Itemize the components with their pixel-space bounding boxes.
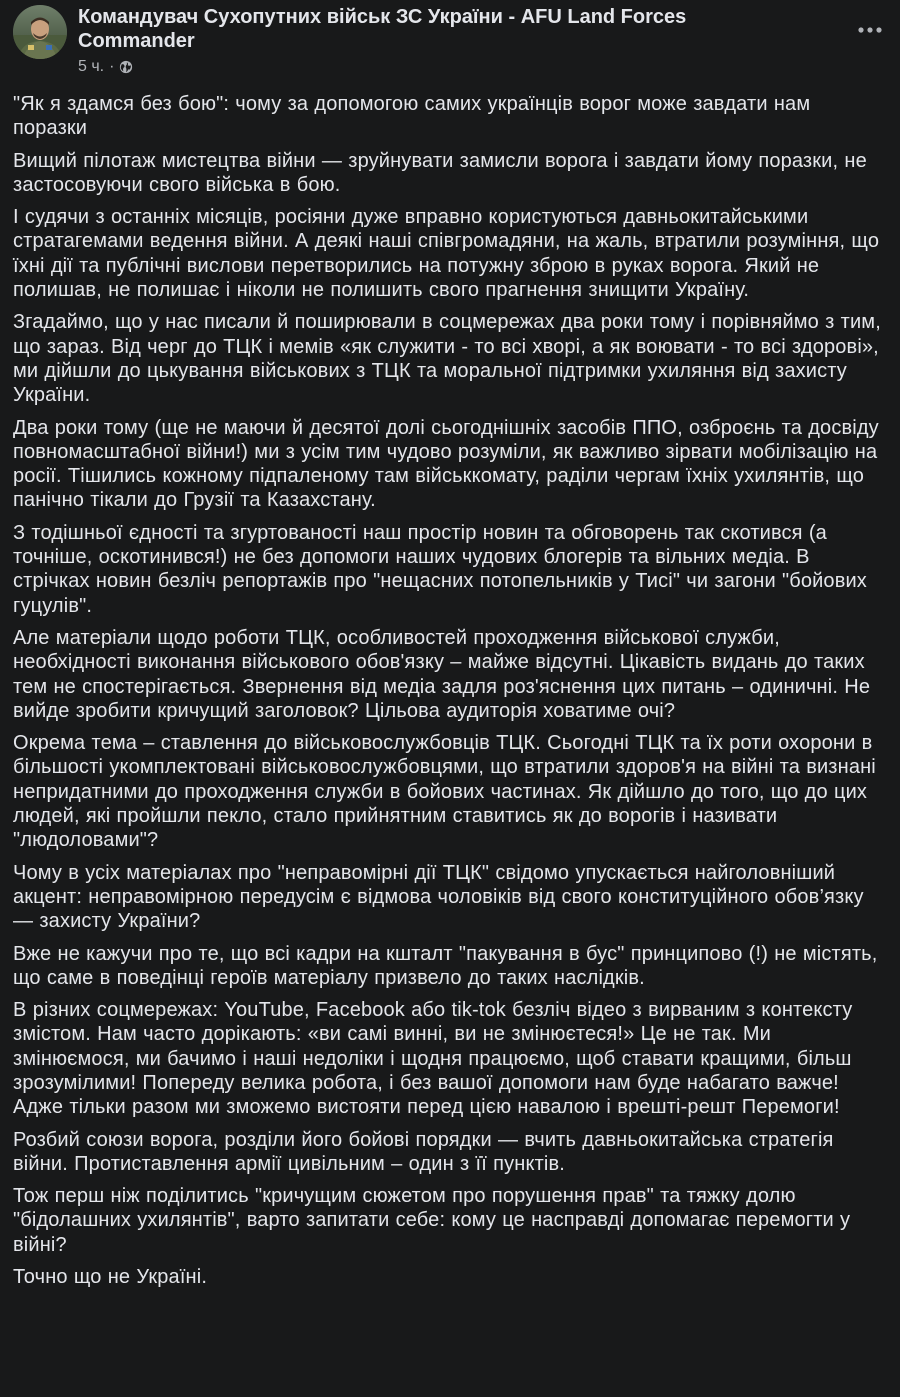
post-paragraph: Два роки тому (ще не маючи й десятої долі сьогоднішніх засобів ППО, озброєнь та досвіду повномасштабної війни!) ми з усім тим чудово розуміли, як важливо зірвати мобілізацію на росії. Тішились кожному підпаленому там військкомату, раділи чергам їхніх ухилянтів, що панічно тікали до Грузії та Казахстану. bbox=[13, 416, 879, 512]
post-paragraph: З тодішньої єдності та згуртованості наш простір новин та обговорень так скотився (а точніше, оскотинився!) не без допомоги наших чудових блогерів та вільних медіа. В стрічках новин безліч репортажів про "нещасних потопельників у Тисі" чи загони "бойових гуцулів". bbox=[13, 521, 867, 617]
post-header bbox=[13, 5, 887, 80]
post-time[interactable]: 5 ч. bbox=[78, 58, 105, 75]
globe-icon[interactable] bbox=[119, 60, 133, 74]
author-avatar[interactable] bbox=[13, 5, 67, 59]
post-paragraph: Вже не кажучи про те, що всі кадри на кшталт "пакування в бус" принципово (!) не містять, що саме в поведінці героїв матеріалу призвело до таких наслідків. bbox=[13, 942, 878, 989]
post-paragraph: І судячи з останніх місяців, росіяни дуже вправно користуються давньокитайськими стратагемами ведення війни. А деякі наші співгромадяни, на жаль, втратили розуміння, що їхні дії та публічні вислови перетворились на потужну зброю в руках ворога. Який не полишав, не полишає і ніколи не полишить свого прагнення знищити Україну. bbox=[13, 206, 880, 302]
post-paragraph: Точно що не Україні. bbox=[13, 1266, 208, 1289]
avatar-photo bbox=[13, 5, 67, 59]
post-paragraph: В різних соцмережах: YouTube, Facebook або tik-tok безліч відео з вирваним з контексту змістом. Нам часто дорікають: «ви самі винні, ви не змінюєтеся!» Це не так. Ми змінюємося, ми бачимо і наші недоліки і щодня працюємо, щоб ставати кращими, більш зрозумілими! Попереду велика робота, і без вашої допомоги нам буде набагато важче! Адже тільки разом ми зможемо вистояти перед цією навалою і врешті-решт Перемоги! bbox=[13, 999, 853, 1119]
post-paragraph: Розбий союзи ворога, розділи його бойові порядки — вчить давньокитайська стратегія війни. Протиставлення армії цивільним – один з її пунктів. bbox=[13, 1128, 834, 1175]
post-body bbox=[13, 92, 888, 1297]
post-paragraph: Згадаймо, що у нас писали й поширювали в соцмережах два роки тому і порівняймо з тим, що зараз. Від черг до ТЦК і мемів «як служити - то всі хворі, а як воювати - то всі здорові», ми дійшли до цькування військових з ТЦК та моральної підтримки ухиляння від захисту України. bbox=[13, 311, 881, 407]
post-paragraph: Чому в усіх матеріалах про "неправомірні дії ТЦК" свідомо упускається найголовніший акцент: неправомірною передусім є відмова чоловіків від свого конституційного обов’язку — захисту України? bbox=[13, 861, 864, 933]
post-paragraph: Але матеріали щодо роботи ТЦК, особливостей проходження військової служби, необхідності виконання військового обов'язку – майже відсутні. Цікавість видань до таких тем не спостерігається. Звернення від медіа задля роз'яснення цих питань – одиничні. Не вийде зробити кричущий заголовок? Цільова аудиторія ховатиме очі? bbox=[13, 626, 871, 722]
more-options-button[interactable] bbox=[853, 17, 887, 43]
author-name[interactable]: Командувач Сухопутних військ ЗС України - AFU Land Forces Commander bbox=[78, 6, 687, 52]
post-meta bbox=[78, 57, 133, 77]
more-horizontal-icon bbox=[857, 26, 883, 34]
post-paragraph: Окрема тема – ставлення до військовослужбовців ТЦК. Сьогодні ТЦК та їх роти охорони в більшості укомплектовані військовослужбовцями, що втратили здоров'я на війні та визнані непридатними до проходження служби в бойових частинах. Як дійшло до того, що до цих людей, які пройшли пекло, стало прийнятним ставитись як до ворогів і називати "людоловами"? bbox=[13, 732, 876, 852]
post-paragraph: "Як я здамся без бою": чому за допомогою самих українців ворог може завдати нам поразки bbox=[13, 93, 811, 140]
meta-separator: · bbox=[109, 58, 115, 75]
post-paragraph: Вищий пілотаж мистецтва війни — зруйнувати замисли ворога і завдати йому поразки, не застосовуючи свого війська в бою. bbox=[13, 149, 867, 196]
post-paragraph: Тож перш ніж поділитись "кричущим сюжетом про порушення прав" та тяжку долю "бідолашних ухилянтів", варто запитати себе: кому це насправді допомагає перемогти у війні? bbox=[13, 1185, 851, 1256]
